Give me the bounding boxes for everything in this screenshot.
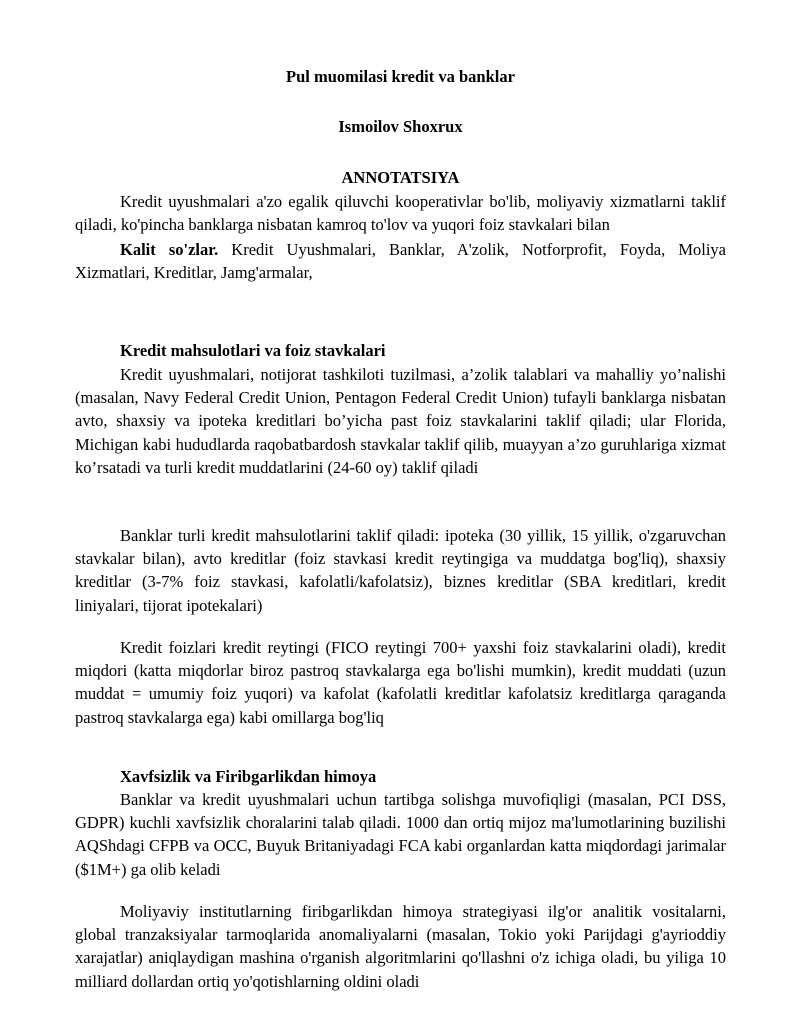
- section2-paragraph-1: Banklar va kredit uyushmalari uchun tartibga solishga muvofiqligi (masalan, PCI DSS, GDPR) kuchli xavfsizlik choralarini talab qiladi. 1000 dan ortiq mijoz ma'lumotlarining buzilishi AQShdagi CFPB va OCC, Buyuk Britaniyadagi FCA kabi organlardan katta miqdordagi jarimalar ($1M+) ga olib keladi: [75, 790, 726, 879]
- annotation-heading: ANNOTATSIYA: [341, 168, 460, 187]
- keywords-text: Kredit Uyushmalari, Banklar, A'zolik, Notforprofit, Foyda, Moliya Xizmatlari, Kreditlar, Jamg'armalar,: [75, 240, 726, 283]
- keywords-paragraph: [75, 238, 726, 284]
- paper-author: Ismoilov Shoxrux: [338, 117, 463, 136]
- keywords-label: Kalit so'zlar.: [120, 240, 219, 259]
- section-heading-xavfsizlik: Xavfsizlik va Firibgarlikdan himoya: [120, 767, 377, 786]
- annotation-text: Kredit uyushmalari a'zo egalik qiluvchi kooperativlar bo'lib, moliyaviy xizmatlarni taklif qiladi, ko'pincha banklarga nisbatan kamroq to'lov va yuqori foiz stavkalari bilan: [75, 192, 726, 235]
- section1-paragraph-3: Kredit foizlari kredit reytingi (FICO reytingi 700+ yaxshi foiz stavkalarini oladi), kredit miqdori (katta miqdorlar biroz pastroq stavkalarga ega bo'lishi mumkin), kredit muddati (uzun muddat = umumiy foiz yuqori) va kafolat (kafolatli kreditlar kafolatsiz kreditlarga qaraganda pastroq stavkalarga ega) kabi omillarga bog'liq: [75, 638, 726, 727]
- section1-paragraph-1: Kredit uyushmalari, notijorat tashkiloti tuzilmasi, a’zolik talablari va mahalliy yo’nalishi (masalan, Navy Federal Credit Union, Pentagon Federal Credit Union) tufayli banklarga nisbatan avto, shaxsiy va ipoteka kreditlari bo’yicha past foiz stavkalarini taklif qiladi; ular Florida, Michigan kabi hududlarda raqobatbardosh stavkalar taklif qilib, muayyan a’zo guruhlariga xizmat ko’rsatadi va turli kredit muddatlarini (24-60 oy) taklif qiladi: [75, 365, 726, 477]
- paper-title: Pul muomilasi kredit va banklar: [286, 67, 515, 86]
- section1-paragraph-2: Banklar turli kredit mahsulotlarini taklif qiladi: ipoteka (30 yillik, 15 yillik, o'zgaruvchan stavkalar bilan), avto kreditlar (foiz stavkasi kredit reytingiga va muddatga bog'liq), shaxsiy kreditlar (3-7% foiz stavkasi, kafolatli/kafolatsiz), biznes kreditlar (SBA kreditlari, kredit liniyalari, tijorat ipotekalari): [75, 526, 726, 615]
- section-heading-kredit: Kredit mahsulotlari va foiz stavkalari: [120, 341, 386, 360]
- section2-paragraph-2: Moliyaviy institutlarning firibgarlikdan himoya strategiyasi ilg'or analitik vositalarni, global tranzaksiyalar tarmoqlarida anomaliyalarni (masalan, Tokio yoki Parijdagi g'ayrioddiy xarajatlar) aniqlaydigan mashina o'rganish algoritmlarini qo'llashni o'z ichiga oladi, bu yiliga 10 milliard dollardan ortiq yo'qotishlarning oldini oladi: [75, 902, 726, 991]
